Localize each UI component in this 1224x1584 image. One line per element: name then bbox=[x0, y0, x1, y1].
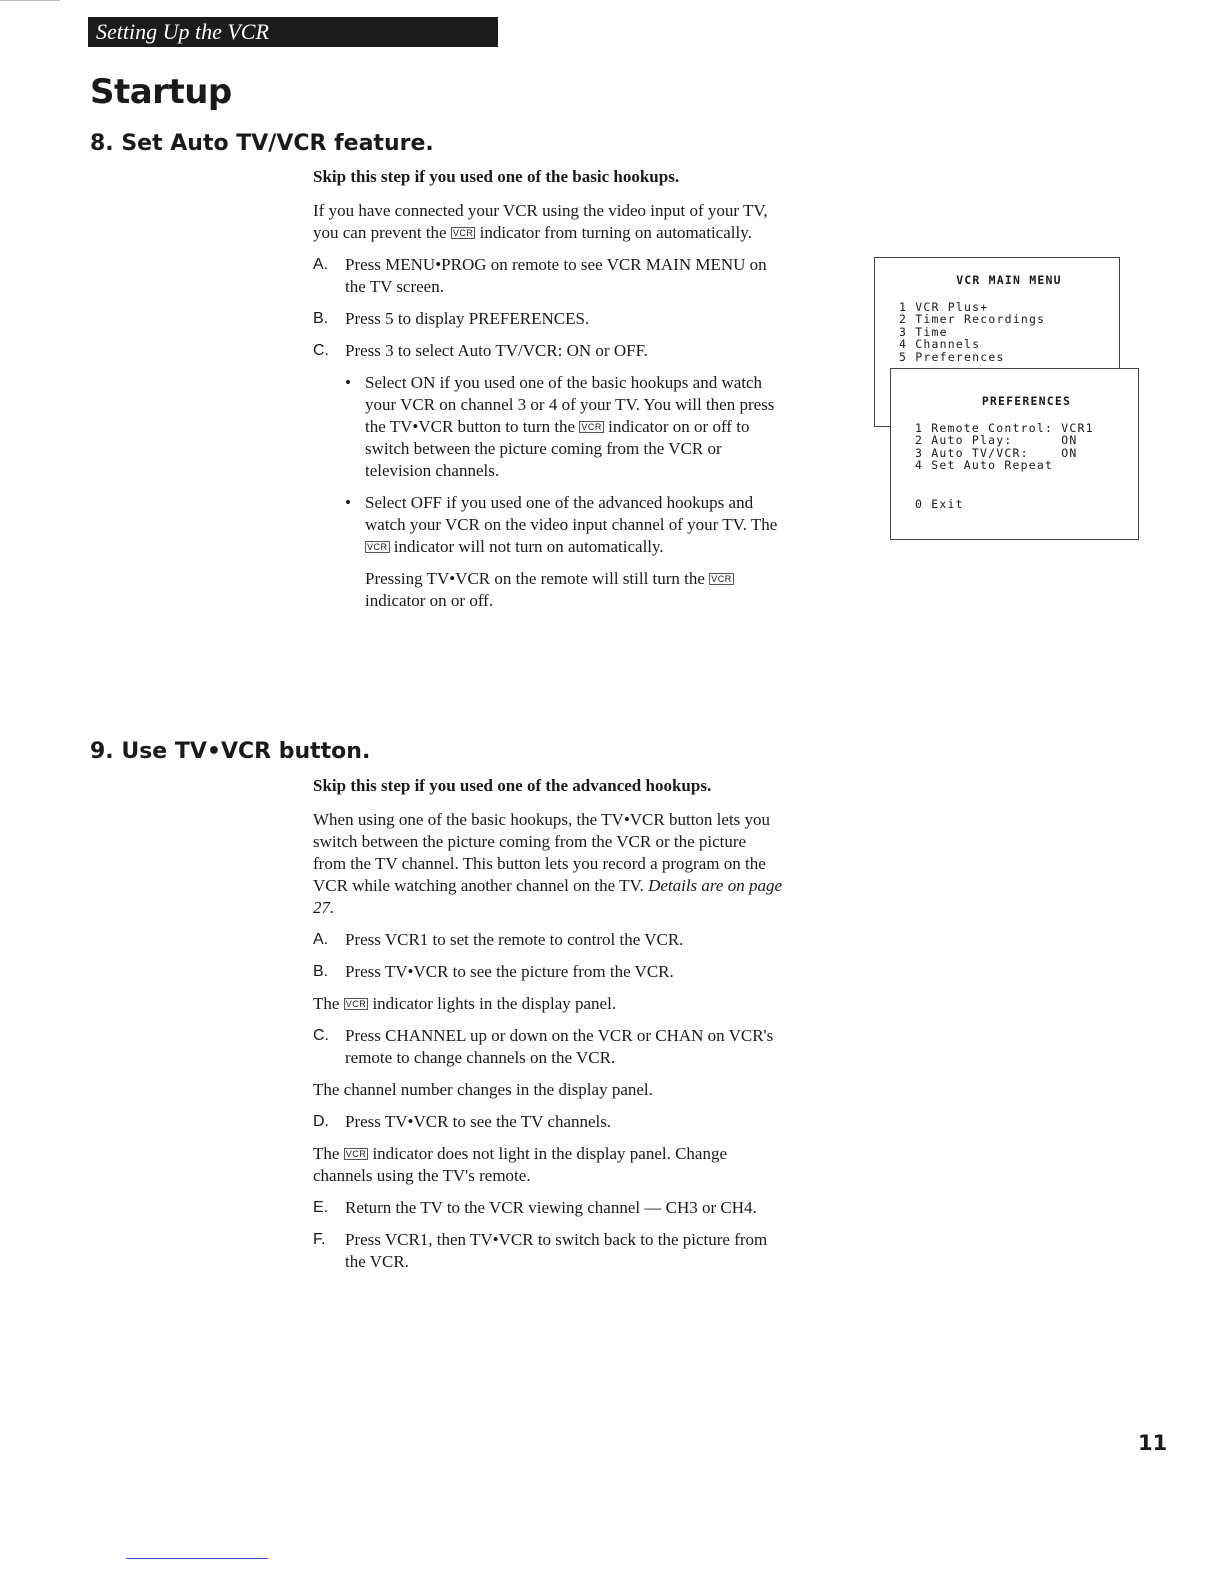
step-8-item-a: A. Press MENU•PROG on remote to see VCR MAIN MENU on the TV screen. bbox=[313, 255, 767, 296]
preferences-item: 4 Set Auto Repeat bbox=[915, 458, 1054, 472]
preferences-screen bbox=[890, 368, 1139, 540]
step-9-intro: When using one of the basic hookups, the TV•VCR button lets you switch between the picture coming from the VCR or the picture from the TV channel. This button lets you record a program on the VCR while watching another channel on the TV. Details are on page 27. bbox=[313, 810, 782, 917]
step-9-item-c: C. Press CHANNEL up or down on the VCR or CHAN on VCR's remote to change channels on the VCR. bbox=[313, 1026, 774, 1067]
step-9-lead: Skip this step if you used one of the advanced hookups. bbox=[313, 776, 712, 795]
page-number: 11 bbox=[1138, 1431, 1168, 1455]
step-8-options bbox=[345, 372, 783, 558]
step-8-item-c: C. Press 3 to select Auto TV/VCR: ON or OFF. bbox=[313, 341, 648, 360]
option-on: • Select ON if you used one of the basic hookups and watch your VCR on channel 3 or 4 of your TV. You will then press the TV•VCR button to turn the VCR indicator on or off to switch between the picture coming from the VCR or television channels. bbox=[345, 373, 775, 480]
step-9-item-d: D. Press TV•VCR to see the TV channels. bbox=[313, 1112, 612, 1131]
step-8-body bbox=[313, 166, 783, 622]
main-menu-item: 2 Timer Recordings bbox=[899, 312, 1046, 326]
vcr-indicator-icon: VCR bbox=[711, 574, 732, 584]
step-9-item-b: B. Press TV•VCR to see the picture from the VCR. bbox=[313, 962, 674, 981]
vcr-indicator-icon: VCR bbox=[345, 1149, 367, 1159]
main-menu-item: 5 Preferences bbox=[899, 349, 1005, 364]
step-8-heading: 8. Set Auto TV/VCR feature. bbox=[90, 131, 434, 156]
main-menu-title: VCR MAIN MENU bbox=[956, 273, 1062, 287]
preferences-exit: 0 Exit bbox=[915, 496, 964, 511]
step-8-lead: Skip this step if you used one of the basic hookups. bbox=[313, 167, 680, 186]
step-9-heading: 9. Use TV•VCR button. bbox=[90, 739, 371, 764]
page-reference: Details are on page 27. bbox=[313, 876, 782, 917]
main-menu-item: 1 VCR Plus+ bbox=[899, 299, 989, 314]
step-9-note-c: The channel number changes in the display panel. bbox=[313, 1080, 653, 1099]
vcr-indicator-icon: VCR bbox=[345, 999, 367, 1009]
main-menu-item: 4 Channels bbox=[899, 337, 981, 351]
step-9-item-e: E. Return the TV to the VCR viewing channel — CH3 or CH4. bbox=[313, 1198, 757, 1217]
preferences-item: 1 Remote Control: VCR1 bbox=[915, 420, 1094, 435]
step-9-item-f: F. Press VCR1, then TV•VCR to switch back to the picture from the VCR. bbox=[313, 1230, 768, 1271]
preferences-item: 2 Auto Play: ON bbox=[915, 433, 1078, 447]
main-menu-item: 3 Time bbox=[899, 324, 948, 339]
step-8-note: Pressing TV•VCR on the remote will still turn the VCR indicator on or off. bbox=[365, 569, 732, 610]
vcr-indicator-icon: VCR bbox=[452, 228, 474, 238]
step-8-intro: If you have connected your VCR using the video input of your TV, you can prevent the VCR indicator from turning on automatically. bbox=[313, 201, 768, 242]
vcr-indicator-icon: VCR bbox=[367, 542, 388, 552]
step-9-item-a: A. Press VCR1 to set the remote to control the VCR. bbox=[313, 930, 684, 949]
preferences-item: 3 Auto TV/VCR: ON bbox=[915, 445, 1078, 460]
vcr-indicator-icon: VCR bbox=[581, 422, 602, 432]
preferences-title: PREFERENCES bbox=[981, 394, 1072, 408]
bottom-rule bbox=[126, 1558, 268, 1559]
step-9-note-d: The VCR indicator does not light in the display panel. Change channels using the TV's remote. bbox=[313, 1144, 728, 1185]
bullet-icon: • bbox=[345, 373, 351, 392]
section-tab: Setting Up the VCR bbox=[88, 17, 498, 47]
top-rule bbox=[0, 0, 60, 1]
step-9-body bbox=[313, 775, 783, 1283]
step-9-note-b: The VCR indicator lights in the display panel. bbox=[313, 994, 617, 1013]
step-8-item-b: B. Press 5 to display PREFERENCES. bbox=[313, 309, 590, 328]
bullet-icon: • bbox=[345, 493, 351, 512]
page-title: Startup bbox=[90, 72, 232, 112]
option-off: • Select OFF if you used one of the advanced hookups and watch your VCR on the video input channel of your TV. The VCR indicator will not turn on automatically. bbox=[345, 493, 778, 556]
